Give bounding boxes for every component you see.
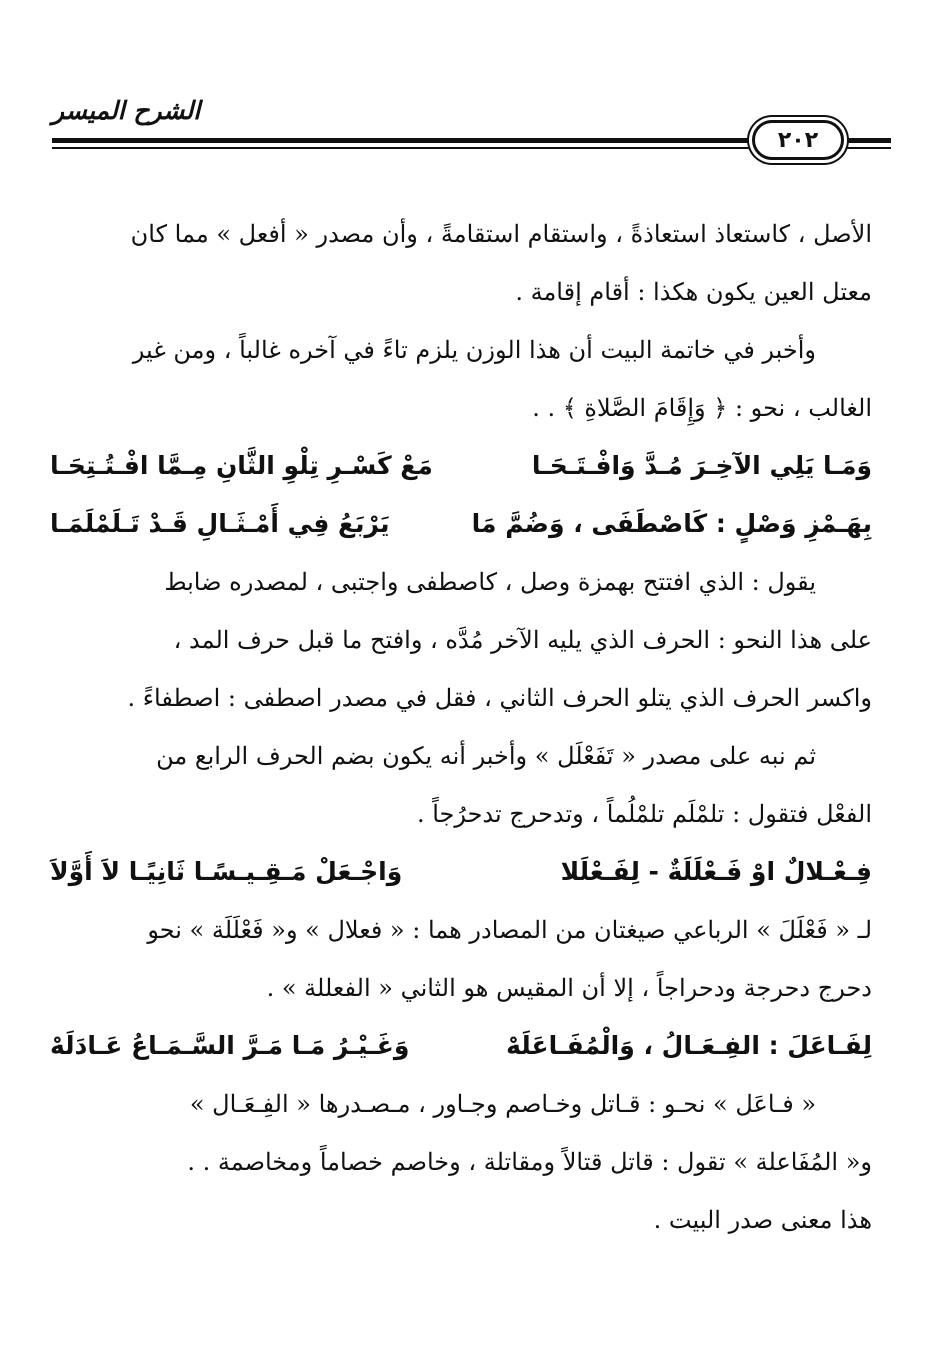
body-line: الفعْل فتقول : تلمْلَم تلمْلُماً ، وتدحرج تدحرُجاً .: [416, 800, 872, 828]
header-rule-thick: [52, 138, 757, 143]
body-line: يقول : الذي افتتح بهمزة وصل ، كاصطفى واجتبى ، لمصدره ضابط: [164, 568, 816, 596]
body-line: لـ « فَعْلَلَ » الرباعي صيغتان من المصادر هما : « فعلال » و« فَعْلَلَة » نحو: [147, 916, 872, 944]
body-line: ثم نبه على مصدر « تَفَعْلَل » وأخبر أنه يكون بضم الحرف الرابع من: [156, 742, 816, 770]
body-line: وأخبر في خاتمة البيت أن هذا الوزن يلزم تاءً في آخره غالباً ، ومن غير: [132, 336, 816, 364]
verse-hemistich-first: فِـعْـلالٌ اوْ فَـعْلَلَةٌ - لِفَـعْلَلا: [560, 857, 872, 886]
body-line: هذا معنى صدر البيت .: [653, 1206, 872, 1234]
body-line: دحرج دحرجة ودحراجاً ، إلا أن المقيس هو الثاني « الفعللة » .: [266, 974, 872, 1002]
page-number-badge: [752, 120, 844, 160]
verse-hemistich-first: بِهَـمْزِ وَصْلٍ : كَاصْطَفَى ، وَضُمَّ مَا: [471, 509, 872, 538]
verse-hemistich-first: لِفَـاعَلَ : الفِـعَـالُ ، وَالْمُفَـاعَلَهْ: [506, 1031, 872, 1060]
body-line: الأصل ، كاستعاذ استعاذةً ، واستقام استقامةً ، وأن مصدر « أفعل » مما كان: [130, 220, 872, 248]
verse-hemistich-second: مَعْ كَسْـرِ تِلْوِ الثَّانِ مِـمَّا افْـتُـتِحَـا: [50, 451, 433, 480]
body-line: واكسر الحرف الذي يتلو الحرف الثاني ، فقل في مصدر اصطفى : اصطفاءً .: [127, 684, 872, 712]
header-rule-thick-right: [845, 138, 891, 143]
body-line: و« المُفَاعلة » تقول : قاتل قتالاً ومقاتلة ، وخاصم خصاماً ومخاصمة . .: [187, 1148, 872, 1176]
body-line: على هذا النحو : الحرف الذي يليه الآخر مُدَّه ، وافتح ما قبل حرف المد ،: [173, 626, 872, 654]
body-line: معتل العين يكون هكذا : أقام إقامة .: [515, 278, 872, 306]
header-rule-thin-right: [845, 147, 891, 149]
page-number: ٢٠٢: [777, 127, 819, 153]
page-body: [50, 205, 872, 1249]
verse-line: [50, 437, 872, 495]
verse-hemistich-first: وَمَـا يَلِي الآخِـرَ مُـدَّ وَافْـتَـحَـا: [531, 451, 872, 480]
running-header-title: الشرح الميسر: [52, 96, 201, 125]
body-line: الغالب ، نحو : ﴿ وَإِقَامَ الصَّلاةِ ﴾ . .: [532, 394, 872, 422]
header-rule-thin: [52, 147, 757, 149]
verse-line: [50, 495, 872, 553]
body-line: « فـاعَل » نحـو : قـاتل وخـاصم وجـاور ، مـصـدرها « الفِـعَـال »: [189, 1090, 816, 1118]
verse-hemistich-second: وَغَـيْـرُ مَـا مَـرَّ السَّـمَـاعُ عَـادَلَهْ: [50, 1031, 410, 1060]
verse-hemistich-second: يَرْبَعُ فِي أَمْـثَـالِ قَـدْ تَـلَمْلَمَـا: [50, 509, 390, 538]
verse-line: [50, 1017, 872, 1075]
verse-line: [50, 843, 872, 901]
verse-hemistich-second: وَاجْـعَلْ مَـقِـيـسًـا ثَانِيًـا لاَ أَوَّلاَ: [50, 857, 403, 886]
